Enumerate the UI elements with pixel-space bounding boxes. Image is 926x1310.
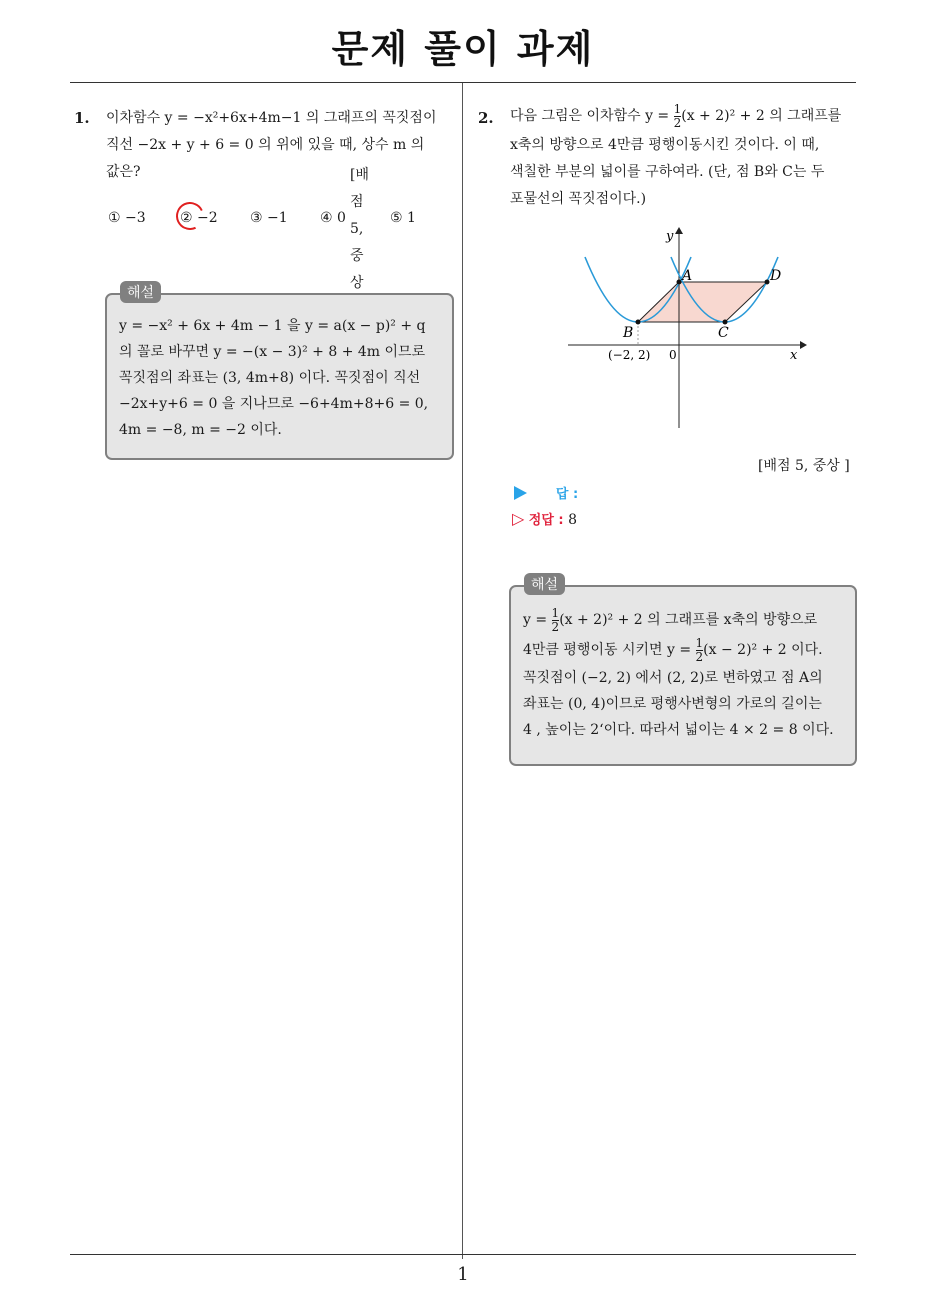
explanation-text <box>119 313 449 443</box>
choice-5[interactable]: ⑤ 1 <box>390 210 416 226</box>
correct-answer-row <box>512 509 577 528</box>
correct-label: 정답 : <box>528 513 564 528</box>
point-c <box>723 320 728 325</box>
question-line: 포물선의 꼭짓점이다.) <box>510 191 647 207</box>
footer-rule <box>70 1254 856 1255</box>
question-text <box>510 100 860 213</box>
explanation-box <box>105 293 454 460</box>
selected-circle-mark <box>172 198 208 234</box>
question-text <box>106 105 456 186</box>
score-label: [배점 5, 중상 ] <box>758 458 850 474</box>
explanation-fragment: (x + 2)² + 2 의 그래프를 x축의 방향으로 <box>559 612 818 628</box>
label-b: B <box>623 325 634 341</box>
question-line: 색칠한 부분의 넓이를 구하여라. (단, 점 B와 C는 두 <box>510 164 825 180</box>
correct-value: 8 <box>568 512 577 528</box>
play-triangle-icon <box>514 486 527 500</box>
choice-3[interactable]: ③ −1 <box>250 210 288 226</box>
label-c: C <box>718 325 729 341</box>
label-origin: 0 <box>669 348 677 362</box>
explanation-label: 해설 <box>524 573 565 595</box>
choice-2[interactable]: ② −2 <box>180 210 218 226</box>
explanation-fragment: 4만큼 평행이동 시키면 y = <box>523 642 692 658</box>
explanation-fragment: (x − 2)² + 2 이다. <box>703 642 823 658</box>
answer-row <box>514 483 578 502</box>
explanation-box <box>509 585 857 766</box>
explanation-line: 꼭짓점의 좌표는 (3, 4m+8) 이다. 꼭짓점이 직선 <box>119 370 421 386</box>
question-line: 이차함수 y = −x²+6x+4m−1 의 그래프의 꼭짓점이 <box>106 110 437 126</box>
score-label: [배점 5, 중상 <box>350 167 369 291</box>
y-axis-arrow <box>675 227 683 234</box>
label-y: y <box>666 229 674 244</box>
fraction-numerator: 1 <box>551 605 560 620</box>
label-b-coord: (−2, 2) <box>608 348 651 362</box>
question-line: 직선 −2x + y + 6 = 0 의 위에 있을 때, 상수 m 의 <box>106 137 425 153</box>
explanation-line <box>523 605 853 635</box>
fraction-denominator: 2 <box>673 115 682 130</box>
explanation-label: 해설 <box>120 281 161 303</box>
label-a: A <box>682 268 693 284</box>
page-title: 문제 풀이 과제 <box>331 27 595 71</box>
fraction-denominator: 2 <box>551 619 560 634</box>
question-line: x축의 방향으로 4만큼 평행이동시킨 것이다. 이 때, <box>510 137 820 153</box>
explanation-line: 4m = −8, m = −2 이다. <box>119 422 282 438</box>
explanation-line: 좌표는 (0, 4)이므로 평행사변형의 가로의 길이는 <box>523 696 822 712</box>
explanation-line: 4 , 높이는 2‘이다. 따라서 넓이는 4 × 2 = 8 이다. <box>523 722 834 738</box>
question-number: 1. <box>74 109 90 127</box>
question-number: 2. <box>478 109 494 127</box>
label-x: x <box>790 348 798 363</box>
question-line: 값은? <box>106 164 141 180</box>
header-rule <box>70 82 856 83</box>
point-d <box>765 280 770 285</box>
fraction-numerator: 1 <box>695 635 704 650</box>
x-axis-arrow <box>800 341 807 349</box>
question-fragment: (x + 2)² + 2 의 그래프를 <box>681 108 842 124</box>
label-d: D <box>770 268 782 284</box>
explanation-line: −2x+y+6 = 0 을 지나므로 −6+4m+8+6 = 0, <box>119 396 429 412</box>
explanation-line <box>523 635 853 665</box>
point-b <box>636 320 641 325</box>
parabola-graph <box>560 222 810 434</box>
answer-label: 답 : <box>555 487 579 502</box>
page-number: 1 <box>457 1264 469 1285</box>
explanation-fragment: y = <box>523 612 548 628</box>
question-fragment: 다음 그림은 이차함수 y = <box>510 108 670 124</box>
choice-1[interactable]: ① −3 <box>108 210 146 226</box>
point-a <box>677 280 682 285</box>
explanation-text <box>523 605 853 743</box>
explanation-line: 의 꼴로 바꾸면 y = −(x − 3)² + 8 + 4m 이므로 <box>119 344 426 360</box>
explanation-line: y = −x² + 6x + 4m − 1 을 y = a(x − p)² + q <box>119 318 426 334</box>
fraction-numerator: 1 <box>673 101 682 116</box>
explanation-line: 꼭짓점이 (−2, 2) 에서 (2, 2)로 변하였고 점 A의 <box>523 670 823 686</box>
shaded-parallelogram <box>638 282 767 322</box>
question-line <box>510 100 860 132</box>
fraction-denominator: 2 <box>695 649 704 664</box>
column-divider <box>462 83 463 1259</box>
choice-4[interactable]: ④ 0 <box>320 210 346 226</box>
outline-triangle-icon: ▷ <box>512 509 525 528</box>
